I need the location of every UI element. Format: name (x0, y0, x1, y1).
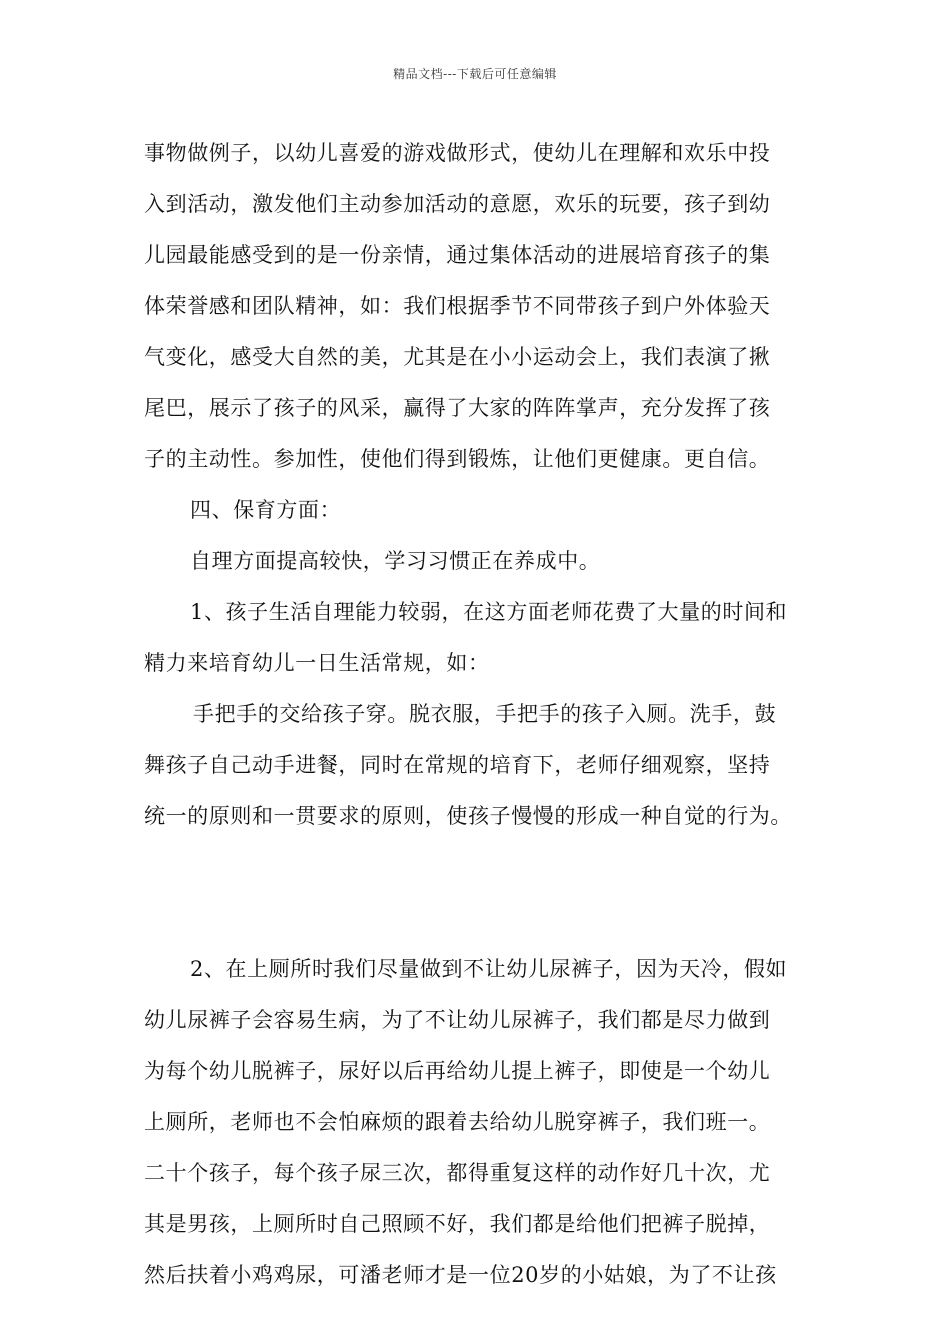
paragraph-line: 1、孩子生活自理能力较弱，在这方面老师花费了大量的时间和 (190, 600, 788, 624)
paragraph-line: 为每个幼儿脱裤子，尿好以后再给幼儿提上裤子，即使是一个幼儿 (144, 1059, 771, 1083)
paragraph-line: 然后扶着小鸡鸡尿，可潘老师才是一位20岁的小姑娘，为了不让孩 (144, 1263, 777, 1287)
page-header: 精品文档---下载后可任意编辑 (393, 67, 557, 81)
paragraph-line: 气变化，感受大自然的美，尤其是在小小运动会上，我们表演了揪 (144, 345, 771, 369)
paragraph-line: 入到活动，激发他们主动参加活动的意愿，欢乐的玩要，孩子到幼 (144, 192, 771, 216)
paragraph-line: 手把手的交给孩子穿。脱衣服，手把手的孩子入厕。洗手，鼓 (193, 702, 777, 726)
paragraph-line: 其是男孩，上厕所时自己照顾不好，我们都是给他们把裤子脱掉， (144, 1212, 771, 1236)
paragraph-line: 子的主动性。参加性，使他们得到锻炼，让他们更健康。更自信。 (144, 447, 771, 471)
paragraph-line: 体荣誉感和团队精神，如：我们根据季节不同带孩子到户外体验天 (144, 294, 771, 318)
paragraph-line: 2、在上厕所时我们尽量做到不让幼儿尿裤子，因为天冷，假如 (190, 957, 788, 981)
paragraph-line: 统一的原则和一贯要求的原则，使孩子慢慢的形成一种自觉的行为。 (144, 804, 792, 828)
paragraph-line: 幼儿尿裤子会容易生病，为了不让幼儿尿裤子，我们都是尽力做到 (144, 1008, 771, 1032)
paragraph-line: 上厕所，老师也不会怕麻烦的跟着去给幼儿脱穿裤子，我们班一。 (144, 1110, 771, 1134)
section-heading: 四、保育方面： (190, 498, 342, 522)
paragraph-line: 自理方面提高较快，学习习惯正在养成中。 (190, 549, 601, 573)
paragraph-line: 舞孩子自己动手进餐，同时在常规的培育下，老师仔细观察，坚持 (144, 753, 771, 777)
paragraph-line: 尾巴，展示了孩子的风采，赢得了大家的阵阵掌声，充分发挥了孩 (144, 396, 771, 420)
paragraph-gap (144, 842, 824, 944)
document-body (144, 128, 824, 1301)
paragraph-line: 儿园最能感受到的是一份亲情，通过集体活动的进展培育孩子的集 (144, 243, 771, 267)
paragraph-line: 事物做例子，以幼儿喜爱的游戏做形式，使幼儿在理解和欢乐中投 (144, 141, 771, 165)
paragraph-line: 精力来培育幼儿一日生活常规，如： (144, 651, 490, 675)
paragraph-line: 二十个孩子，每个孩子尿三次，都得重复这样的动作好几十次，尤 (144, 1161, 771, 1185)
